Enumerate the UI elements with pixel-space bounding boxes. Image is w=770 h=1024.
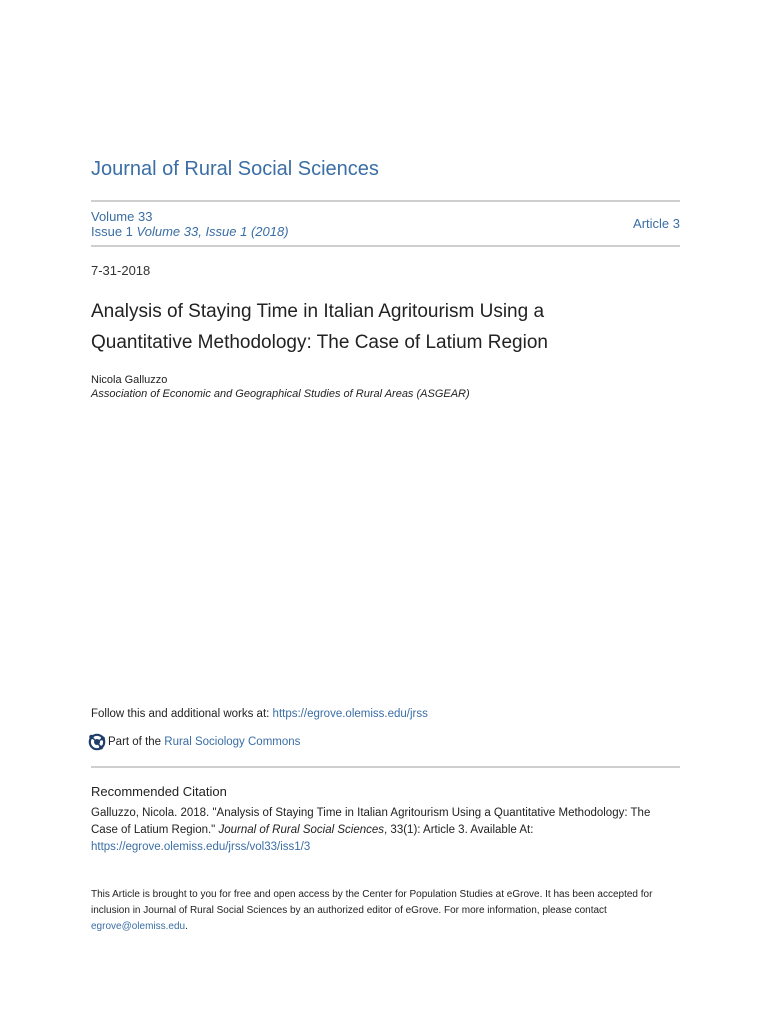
follow-line [91,708,428,720]
part-of-label: Part of the [108,736,162,748]
cover-page [91,0,680,1024]
divider-middle [91,245,680,247]
volume-block [91,209,289,239]
divider-bottom [91,766,680,768]
access-notice [91,887,680,935]
follow-url-link[interactable]: https://egrove.olemiss.edu/jrss [272,708,428,720]
journal-title-link[interactable]: Journal of Rural Social Sciences [91,158,379,180]
article-title-line-1: Analysis of Staying Time in Italian Agritourism Using a [91,301,545,322]
citation-text [91,805,680,856]
part-of-line [88,733,300,751]
volume-link[interactable]: Volume 33 [91,209,153,224]
issue-detail-link[interactable]: Volume 33, Issue 1 (2018) [136,224,289,239]
contact-email-link[interactable]: egrove@olemiss.edu [91,921,186,932]
issue-line [91,224,289,239]
citation-url-link[interactable]: https://egrove.olemiss.edu/jrss/vol33/iss1/3 [91,841,311,853]
article-title [91,296,651,358]
author-affiliation: Association of Economic and Geographical Studies of Rural Areas (ASGEAR) [91,388,470,400]
article-title-line-2: Quantitative Methodology: The Case of Latium Region [91,332,548,353]
issue-link[interactable]: Issue 1 [91,224,133,239]
rural-sociology-commons-link[interactable]: Rural Sociology Commons [164,736,301,748]
author-name: Nicola Galluzzo [91,374,168,386]
follow-label: Follow this and additional works at: [91,708,273,720]
citation-heading: Recommended Citation [91,784,227,799]
network-commons-icon [88,733,106,751]
access-notice-end: . [185,921,188,932]
divider-top [91,200,680,202]
article-number-link[interactable]: Article 3 [633,216,680,231]
publication-date: 7-31-2018 [91,263,151,278]
citation-journal: Journal of Rural Social Sciences [218,824,385,836]
citation-part-1: Galluzzo, Nicola. 2018. "Analysis of Staying Time in Italian Agritourism Using a Quantitative Methodology: The Case of Latium Region." [91,807,651,836]
access-notice-text: This Article is brought to you for free and open access by the Center for Population Studies at eGrove. It has been accepted for inclusion in Journal of Rural Social Sciences by an authorized editor of eGrove. For more information, please contact [91,889,653,916]
citation-part-2: , 33(1): Article 3. Available At: [384,824,534,836]
